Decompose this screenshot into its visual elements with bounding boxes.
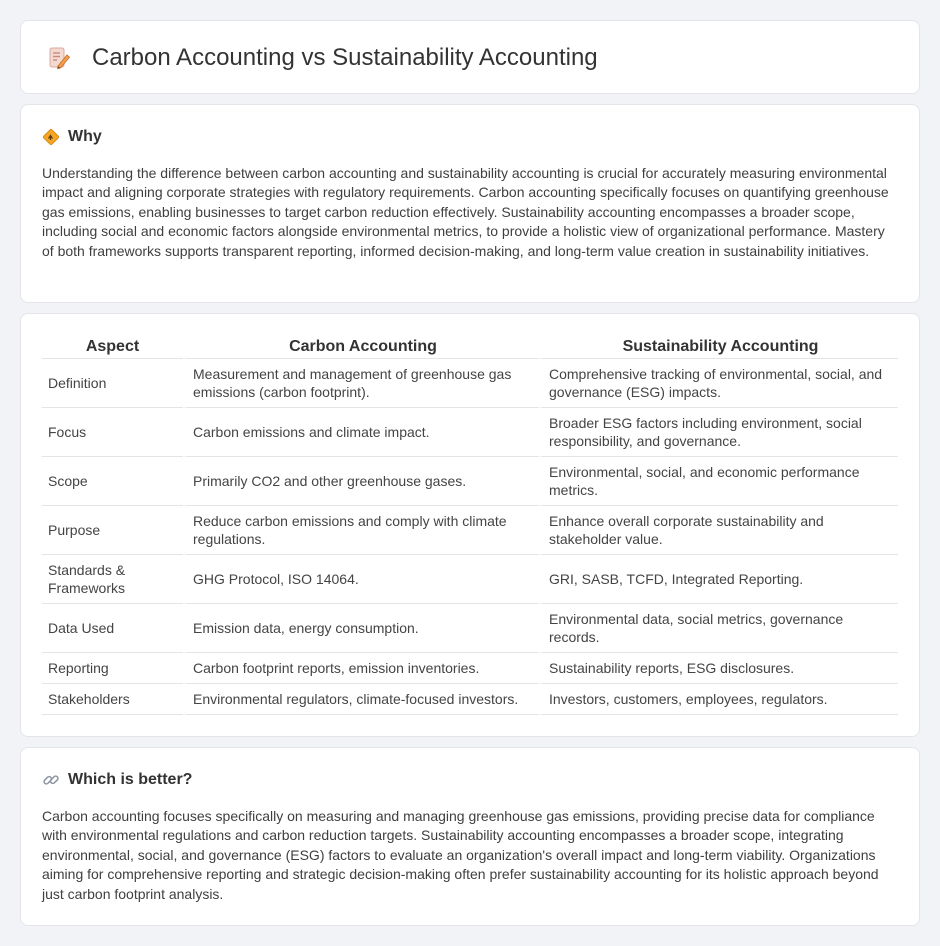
- table-row: [42, 457, 898, 506]
- aspect-cell: Data Used: [42, 604, 183, 653]
- sustainability-cell: Investors, customers, employees, regulators.: [539, 684, 898, 715]
- table-header-row: [42, 336, 898, 359]
- table-row: [42, 604, 898, 653]
- table-row: [42, 653, 898, 684]
- sustainability-cell: Sustainability reports, ESG disclosures.: [539, 653, 898, 684]
- better-text: Carbon accounting focuses specifically on measuring and managing greenhouse gas emissions, providing precise data for compliance with environmental regulations and carbon reduction targets. Sustainability accounting encompasses a broader scope, integrating environmental, social, and governance (ESG) factors to evaluate an organization's overall impact and long-term viability. Organizations aiming for comprehensive reporting and strategic decision-making often prefer sustainability accounting for its holistic approach beyond just carbon footprint analysis.: [42, 808, 879, 902]
- better-heading: [42, 770, 192, 790]
- header-card: [20, 20, 920, 94]
- sustainability-cell: Comprehensive tracking of environmental, social, and governance (ESG) impacts.: [539, 359, 898, 408]
- aspect-cell: Definition: [42, 359, 183, 408]
- carbon-cell: Carbon footprint reports, emission inventories.: [183, 653, 539, 684]
- aspect-cell: Scope: [42, 457, 183, 506]
- aspect-cell: Purpose: [42, 506, 183, 555]
- aspect-cell: Reporting: [42, 653, 183, 684]
- carbon-cell: Measurement and management of greenhouse gas emissions (carbon footprint).: [183, 359, 539, 408]
- better-heading-label: Which is better?: [68, 771, 193, 788]
- page-title: Carbon Accounting vs Sustainability Accounting: [92, 44, 598, 71]
- aspect-cell: Standards & Frameworks: [42, 555, 183, 604]
- carbon-cell: Carbon emissions and climate impact.: [183, 408, 539, 457]
- table-row: [42, 506, 898, 555]
- table-row: [42, 684, 898, 715]
- header-sustainability-accounting: Sustainability Accounting: [539, 336, 898, 359]
- carbon-cell: Environmental regulators, climate-focused investors.: [183, 684, 539, 715]
- carbon-cell: Emission data, energy consumption.: [183, 604, 539, 653]
- document-pencil-icon: [47, 46, 71, 70]
- why-section: [20, 104, 920, 303]
- table-row: [42, 408, 898, 457]
- diamond-road-sign-icon: [42, 128, 60, 146]
- why-heading-label: Why: [68, 128, 102, 145]
- sustainability-cell: Environmental, social, and economic performance metrics.: [539, 457, 898, 506]
- carbon-cell: GHG Protocol, ISO 14064.: [183, 555, 539, 604]
- link-icon: [42, 771, 60, 789]
- which-is-better-section: [20, 747, 920, 926]
- aspect-cell: Focus: [42, 408, 183, 457]
- sustainability-cell: Enhance overall corporate sustainability and stakeholder value.: [539, 506, 898, 555]
- comparison-table-card: [20, 313, 920, 737]
- carbon-cell: Reduce carbon emissions and comply with climate regulations.: [183, 506, 539, 555]
- carbon-cell: Primarily CO2 and other greenhouse gases.: [183, 457, 539, 506]
- why-heading: [42, 127, 102, 147]
- comparison-table: [42, 336, 898, 715]
- table-row: [42, 555, 898, 604]
- table-row: [42, 359, 898, 408]
- why-text: Understanding the difference between carbon accounting and sustainability accounting is crucial for accurately measuring environmental impact and aligning corporate strategies with regulatory requirements. Carbon accounting specifically focuses on quantifying greenhouse gas emissions, enabling businesses to target carbon reduction effectively. Sustainability accounting encompasses a broader scope, including social and economic factors alongside environmental metrics, to provide a holistic view of organizational performance. Mastery of both frameworks supports transparent reporting, informed decision-making, and long-term value creation in sustainability initiatives.: [42, 165, 889, 259]
- header-carbon-accounting: Carbon Accounting: [183, 336, 539, 359]
- sustainability-cell: GRI, SASB, TCFD, Integrated Reporting.: [539, 555, 898, 604]
- sustainability-cell: Broader ESG factors including environment, social responsibility, and governance.: [539, 408, 898, 457]
- aspect-cell: Stakeholders: [42, 684, 183, 715]
- sustainability-cell: Environmental data, social metrics, governance records.: [539, 604, 898, 653]
- header-aspect: Aspect: [42, 336, 183, 359]
